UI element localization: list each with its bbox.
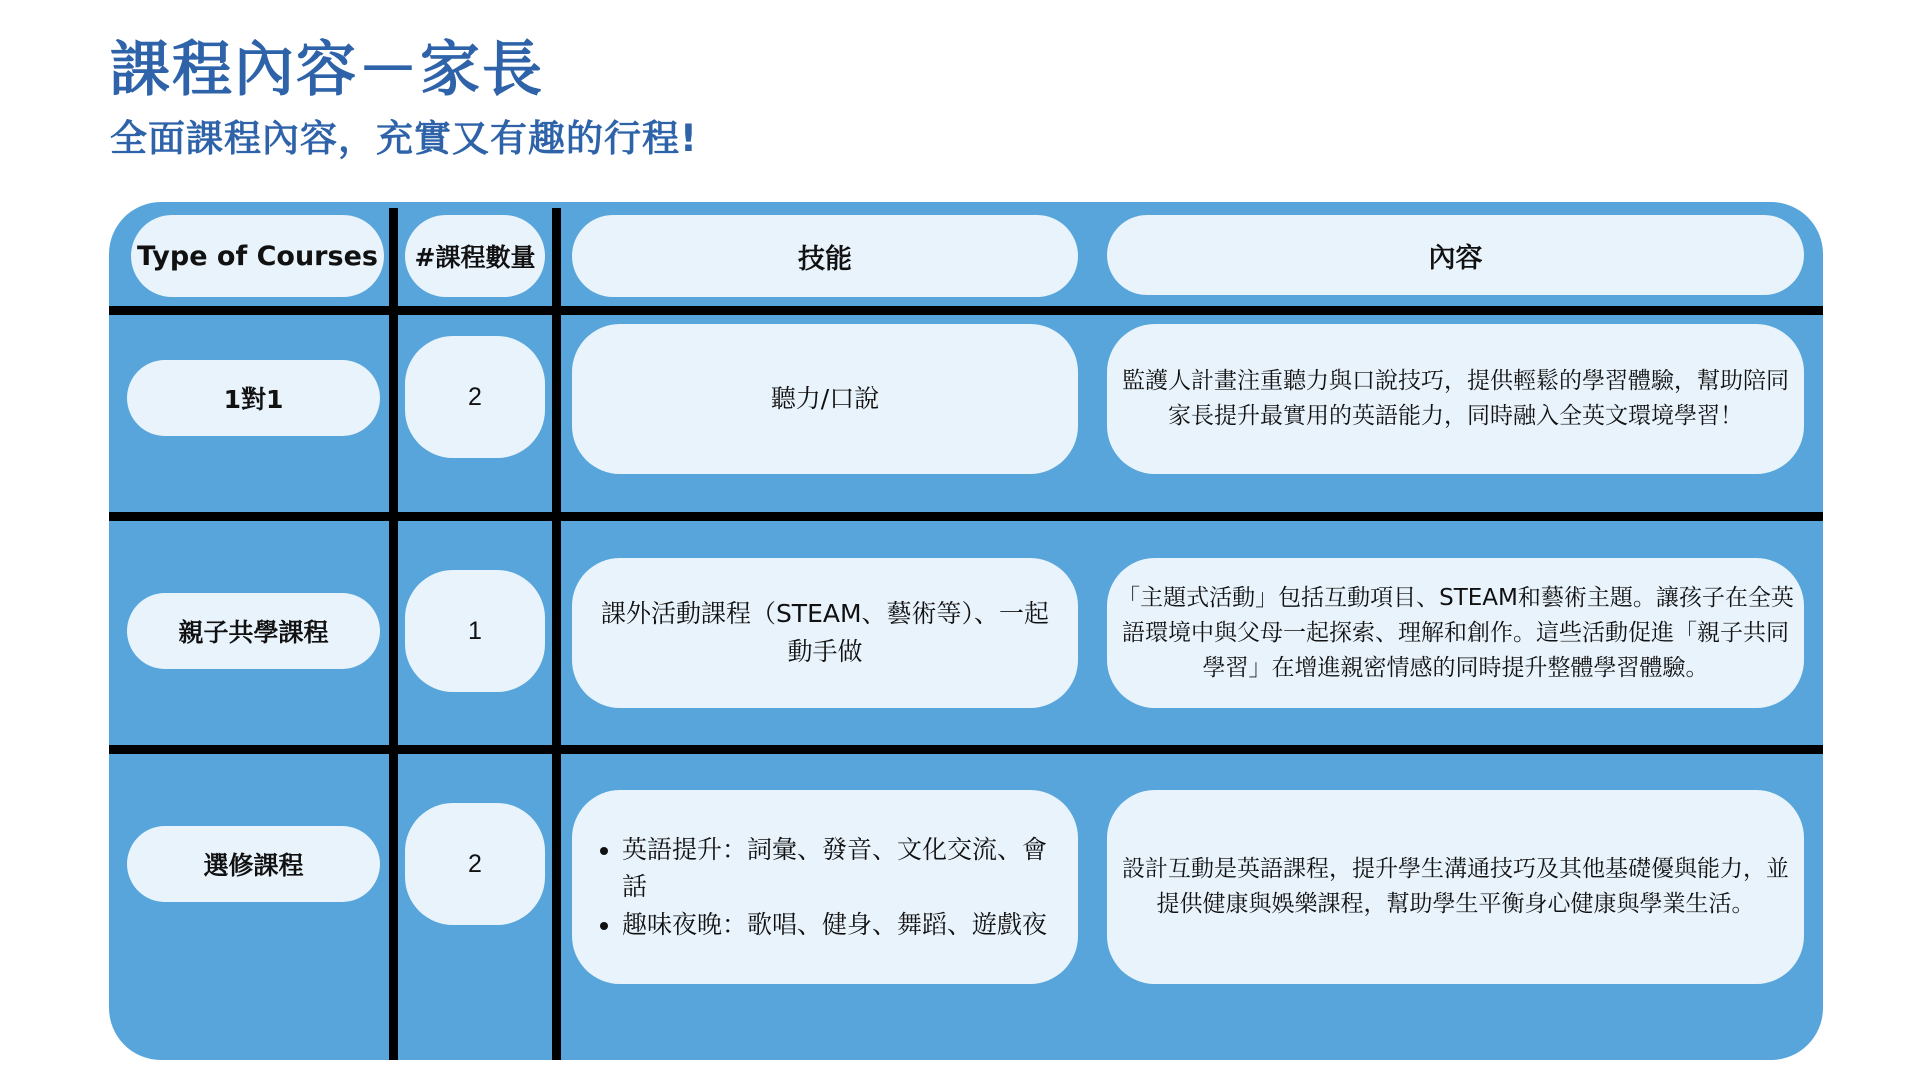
row-3-skill	[572, 790, 1078, 984]
list-item: • 趣味夜晚：歌唱、健身、舞蹈、遊戲夜	[622, 906, 1056, 943]
row-2-count: 1	[405, 570, 545, 692]
header-type-of-courses: Type of Courses	[131, 215, 384, 297]
row-3-type: 選修課程	[127, 826, 380, 902]
row-3-content: 設計互動是英語課程，提升學生溝通技巧及其他基礎優與能力，並提供健康與娛樂課程，幫助學生平衡身心健康與學業生活。	[1107, 790, 1804, 984]
row-1-skill: 聽力/口說	[572, 324, 1078, 474]
header-skills: 技能	[572, 215, 1078, 297]
column-divider	[552, 208, 561, 1060]
course-table	[109, 202, 1823, 1060]
row-1-type: 1對1	[127, 360, 380, 436]
row-2-skill: 課外活動課程（STEAM、藝術等）、一起動手做	[572, 558, 1078, 708]
page-subtitle: 全面課程內容，充實又有趣的行程!	[110, 117, 698, 160]
row-1-count: 2	[405, 336, 545, 458]
page-title: 課程內容－家長	[110, 35, 544, 105]
row-2-type: 親子共學課程	[127, 593, 380, 669]
row-divider	[109, 512, 1823, 521]
row-2-content: 「主題式活動」包括互動項目、STEAM和藝術主題。讓孩子在全英語環境中與父母一起探索、理解和創作。這些活動促進「親子共同學習」在增進親密情感的同時提升整體學習體驗。	[1107, 558, 1804, 708]
header-content: 內容	[1107, 215, 1804, 295]
row-1-content: 監護人計畫注重聽力與口說技巧，提供輕鬆的學習體驗，幫助陪同家長提升最實用的英語能力，同時融入全英文環境學習！	[1107, 324, 1804, 474]
list-item: • 英語提升：詞彙、發音、文化交流、會話	[622, 831, 1056, 905]
column-divider	[389, 208, 398, 1060]
row-divider	[109, 745, 1823, 754]
row-divider	[109, 306, 1823, 315]
row-3-count: 2	[405, 803, 545, 925]
header-course-count: #課程數量	[405, 215, 545, 297]
skill-bullet-list	[572, 831, 1078, 944]
